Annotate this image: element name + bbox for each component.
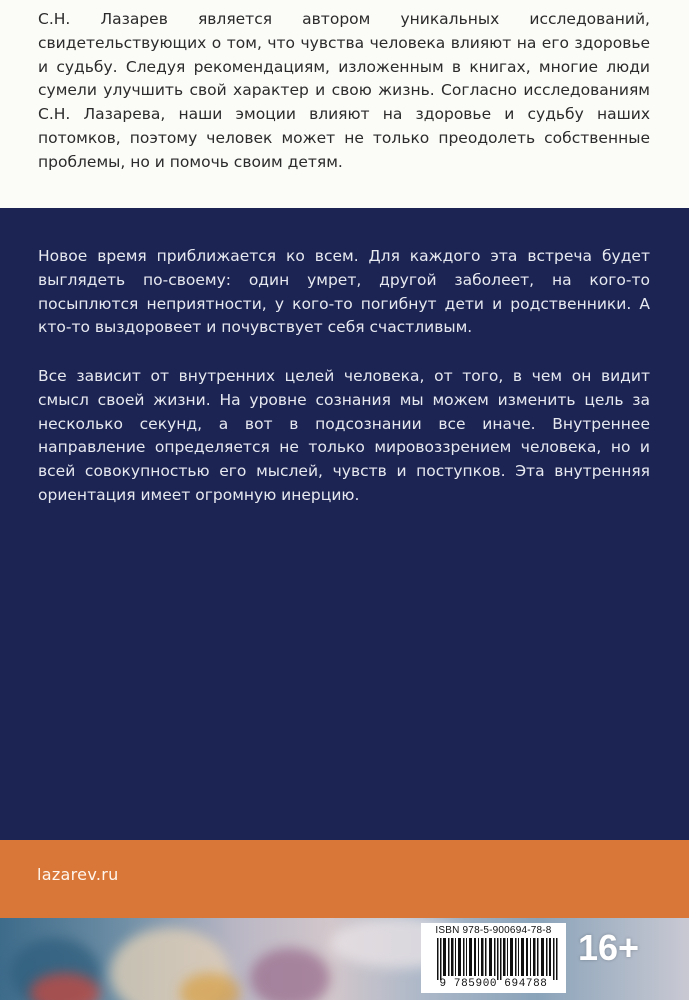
age-rating-badge: 16+ — [578, 927, 640, 968]
website-url: lazarev.ru — [37, 865, 119, 884]
barcode-number: 9 785900 694788 — [439, 978, 548, 990]
isbn-label: ISBN 978-5-900694-78-8 — [435, 925, 552, 936]
barcode-icon — [437, 938, 561, 980]
website-band — [0, 840, 689, 918]
top-section — [0, 0, 689, 208]
main-text-panel — [0, 208, 689, 840]
author-description: С.Н. Лазарев является автором уникальных исследований, свидетельствующих о том, что чувства человека влияют на его здоровье и судьбу. Следуя рекомендациям, изложенным в книгах, многие люди сумели улучшить свой характер и свою жизнь. Согласно исследованиям С.Н. Лазарева, наши эмоции влияют на здоровье и судьбу наших потомков, поэтому человек может не только преодолеть собственные проблемы, но и помочь своим детям. — [38, 10, 650, 171]
isbn-barcode-block — [421, 923, 566, 993]
body-paragraph-2: Все зависит от внутренних целей человека, от того, в чем он видит смысл своей жизни. На уровне сознания мы можем изменить цель за несколько секунд, а вот в подсознании все иначе. Внутреннее направление определяется не только мировоззрением человека, но и всей совокупностью его мыслей, чувств и поступков. Эта внутренняя ориентация имеет огромную инерцию. — [38, 367, 650, 504]
body-paragraph-1: Новое время приближается ко всем. Для каждого эта встреча будет выглядеть по-своему: один умрет, другой заболеет, на кого-то посыплются неприятности, у кого-то погибнут дети и родственники. А кто-то выздоровеет и почувствует себя счастливым. — [38, 247, 650, 337]
